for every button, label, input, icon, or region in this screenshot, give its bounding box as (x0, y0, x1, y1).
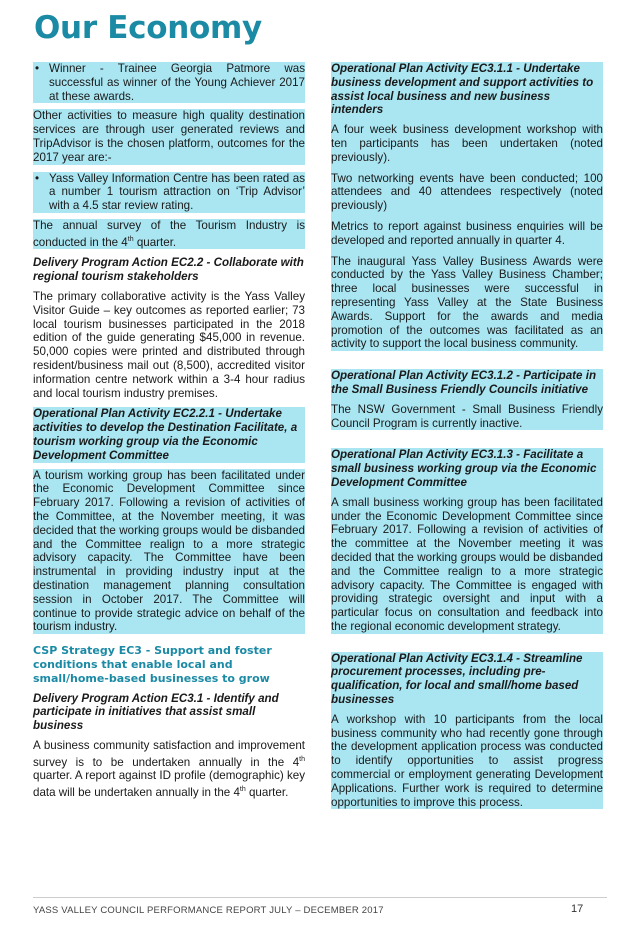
paragraph-tourism-working-group: A tourism working group has been facilitated under the Economic Development Committee since February 2017. Following a revision of activities of the Committee, at the November meeting, it was decided that the working groups would be disbanded and the Committee realign to a more strategic advisory capacity. The Committee have been instrumental in providing industry input at the destination management planning consultation session in October 2017. The Committee will continue to provide strategic advice on behalf of the tourism industry. (33, 468, 305, 634)
paragraph-annual-survey: The annual survey of the Tourism Industry is conducted in the 4th quarter. (33, 218, 305, 249)
heading-ec3-1-3: Operational Plan Activity EC3.1.3 - Facilitate a small business working group via the Economic Development Committee (331, 448, 597, 489)
heading-ec3-1-4: Operational Plan Activity EC3.1.4 - Streamline procurement processes, including pre-qualification, for local and small/home based businesses (331, 651, 583, 707)
footer-divider (33, 897, 607, 898)
block-ec3-1-1 (331, 62, 603, 351)
block-ec3-1-3 (331, 448, 603, 633)
paragraph-small-business-group: A small business working group has been facilitated under the Economic Development Committee since February 2017. Following a revision of activities of the committee at the November meeting it was decided that the working groups would be disbanded and the Committee realign to a more strategic advisory capacity. The Committee is engaged with providing strategic oversight and input with a particular focus on consultation and feedback into the regional economic development strategy. (331, 495, 603, 633)
heading-ec3-1: Delivery Program Action EC3.1 - Identify and participate in initiatives that assist small business (33, 691, 279, 733)
heading-ec2-2-1: Operational Plan Activity EC2.2.1 - Undertake activities to develop the Destination Facilitate, a tourism working group via the Economic Development Committee (33, 407, 305, 462)
bullet-young-achiever: • Winner - Trainee Georgia Patmore was successful as winner of the Young Achiever 2017 at these awards. (33, 62, 305, 103)
right-column (331, 62, 603, 809)
heading-ec3-1-2: Operational Plan Activity EC3.1.2 - Participate in the Small Business Friendly Councils initiative (331, 369, 597, 396)
paragraph-satisfaction-survey: A business community satisfaction and improvement survey is to be undertaken annually in the 4th quarter. A report against ID profile (demographic) key data will be undertaken annually in the 4th quarter. (33, 738, 305, 800)
paragraph-procurement-workshop: A workshop with 10 participants from the local business community who had recently gone through the development application process was conducted to identify opportunities to assist progress commercial or employment generating Development Applications. Further work is required to determine opportunities to improve this process. (331, 712, 603, 809)
bullet-information-centre: • Yass Valley Information Centre has been rated as a number 1 tourism attraction on ‘Trip Advisor’ with a 4.5 star review rating. (33, 172, 305, 213)
paragraph-networking: Two networking events have been conducted; 100 attendees and 40 attendees respectively (noted previously) (331, 171, 603, 213)
footer-text: YASS VALLEY COUNCIL PERFORMANCE REPORT JULY – DECEMBER 2017 (33, 905, 384, 916)
paragraph-business-awards: The inaugural Yass Valley Business Awards were conducted by the Yass Valley Business Chamber; three local businesses were successful in representing Yass Valley at the State Business Awards. Support for the awards and media promotion of the outcomes was facilitated as an activity to support the local business community. (331, 254, 603, 351)
paragraph-metrics: Metrics to report against business enquiries will be developed and reported annually in quarter 4. (331, 219, 603, 247)
left-column (33, 62, 305, 807)
page-number: 17 (571, 903, 584, 915)
heading-ec3-1-1: Operational Plan Activity EC3.1.1 - Undertake business development and support activities to assist local business and new business intenders (331, 62, 594, 117)
block-ec3-1-4 (331, 652, 603, 810)
paragraph-tripadvisor: Other activities to measure high quality destination services are through user generated reviews and TripAdvisor is the chosen platform, outcomes for the 2017 year are:- (33, 109, 305, 164)
block-ec3-1-2 (331, 369, 603, 430)
csp-strategy-ec3: CSP Strategy EC3 - Support and foster conditions that enable local and small/home-based businesses to grow (33, 644, 272, 685)
page-title: Our Economy (34, 10, 262, 46)
paragraph-visitor-guide: The primary collaborative activity is the Yass Valley Visitor Guide – key outcomes as reported earlier; 73 local tourism businesses participated in the 2018 edition of the guide generating $45,000 in revenue. 50,000 copies were printed and distributed through resident/business mail out (8,500), accredited visitor information centre network within a 3-4 hour radius and local tourism industry premises. (33, 290, 305, 400)
paragraph-workshop: A four week business development workshop with ten participants has been undertaken (noted previously). (331, 123, 603, 164)
paragraph-nsw-program: The NSW Government - Small Business Friendly Council Program is currently inactive. (331, 402, 603, 430)
heading-ec2-2: Delivery Program Action EC2.2 - Collaborate with regional tourism stakeholders (33, 256, 304, 284)
